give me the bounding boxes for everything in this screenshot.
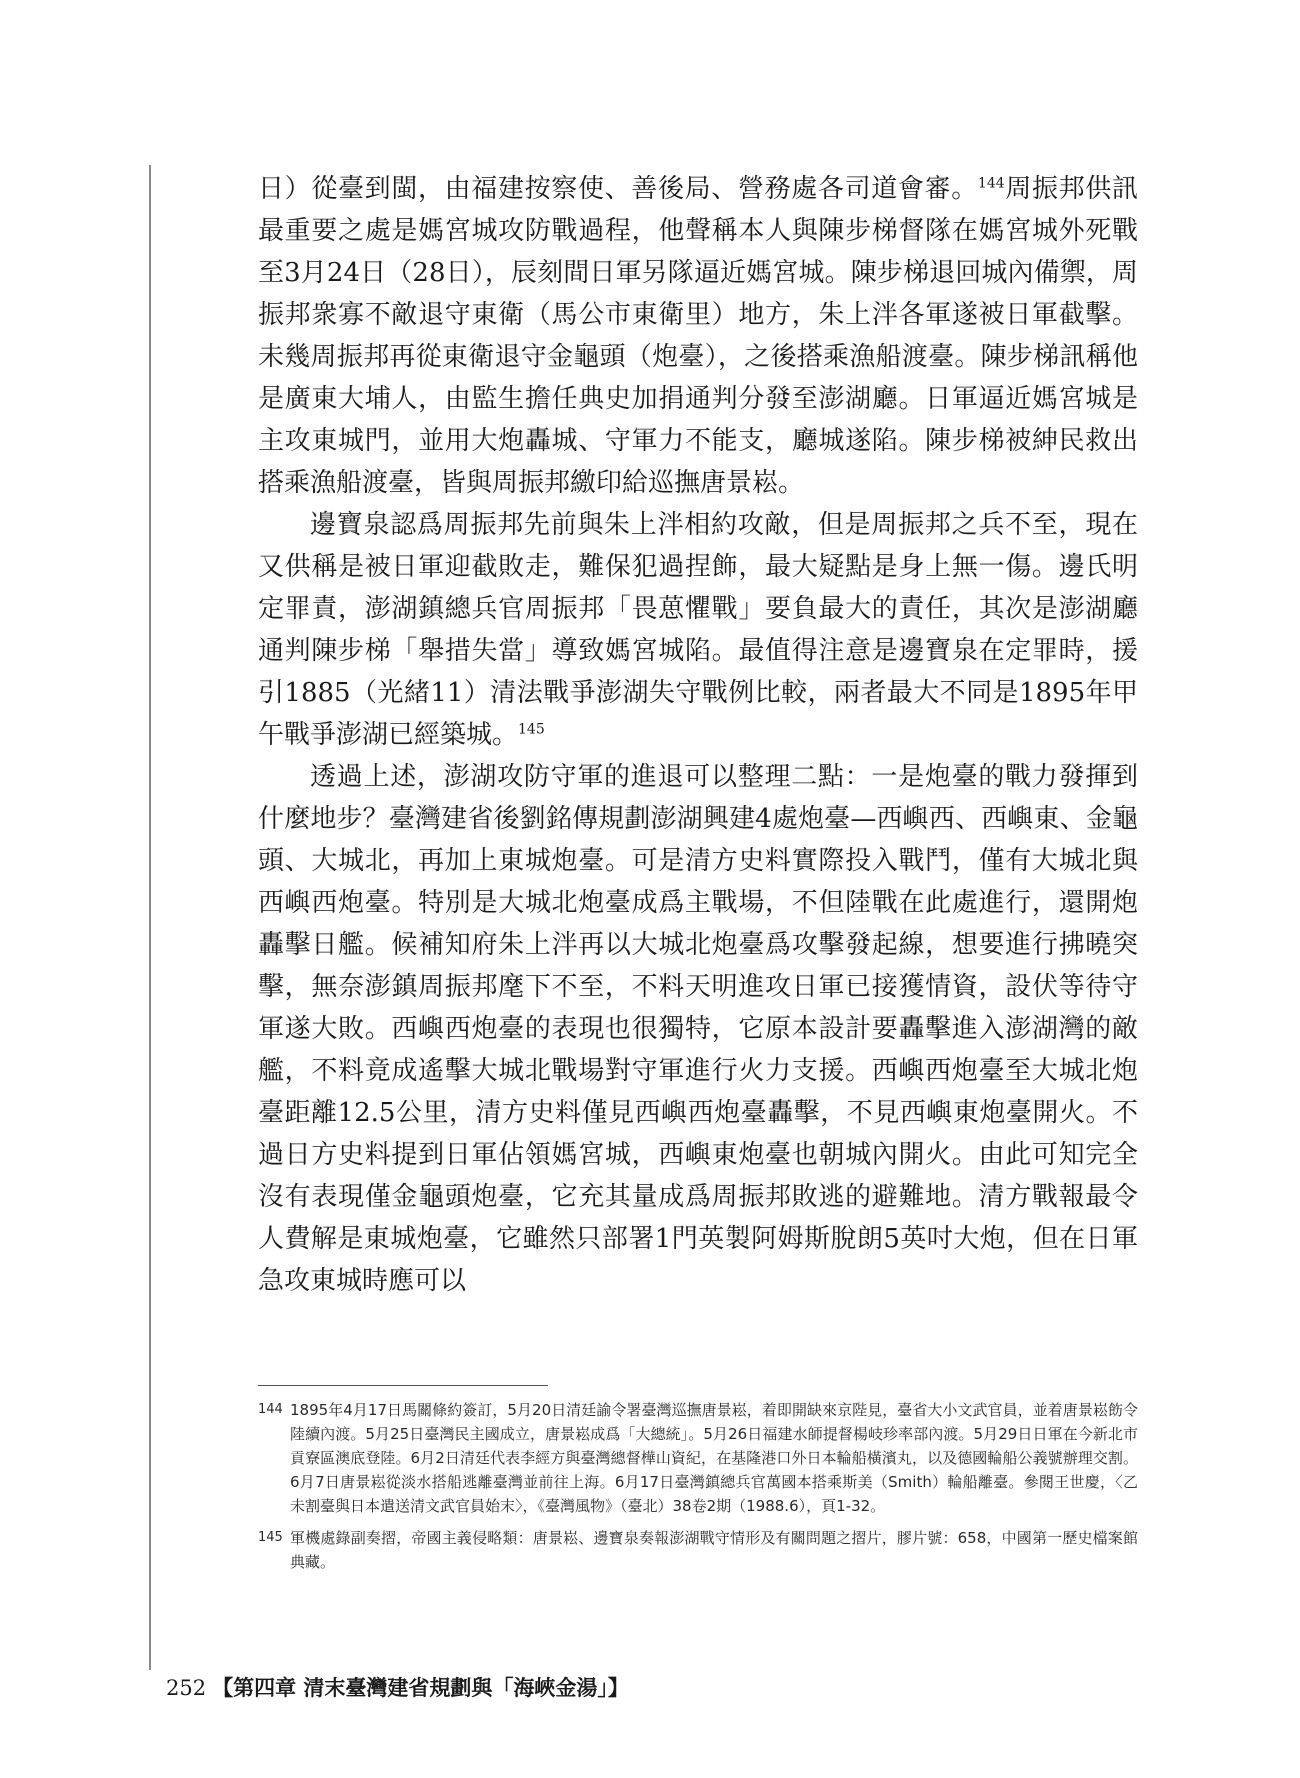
footnote-number: 145	[258, 1530, 283, 1545]
footnote-text: 1895年4月17日馬關條約簽訂，5月20日清廷諭令署臺灣巡撫唐景崧，着即開缺來京陛見，臺省大小文武官員，並着唐景崧飭令陸續內渡。5月25日臺灣民主國成立，唐景崧成爲「大總統」。5月26日福建水師提督楊岐珍率部內渡。5月29日日軍在今新北市貢寮區澳底登陸。6月2日清廷代表李經方與臺灣總督樺山資紀，在基隆港口外日本輪船橫濱丸，以及德國輪船公義號辦理交割。6月7日唐景崧從淡水搭船逃離臺灣並前往上海。6月17日臺灣鎮總兵官萬國本搭乘斯美（Smith）輪船離臺。參閱王世慶，〈乙未割臺與日本遣送清文武官員始末〉，《臺灣風物》（臺北）38卷2期（1988.6），頁1-32。	[290, 1401, 1138, 1515]
paragraph-text: 邊寶泉認爲周振邦先前與朱上泮相約攻敵，但是周振邦之兵不至，現在又供稱是被日軍迎截敗走，難保犯過捏飾，最大疑點是身上無一傷。邊氏明定罪責，澎湖鎮總兵官周振邦「畏葸懼戰」要負最大的責任，其次是澎湖廳通判陳步梯「舉措失當」導致媽宮城陷。最值得注意是邊寶泉在定罪時，援引1885（光緒11）清法戰爭澎湖失守戰例比較，兩者最大不同是1895年甲午戰爭澎湖已經築城。	[258, 510, 1138, 750]
running-footer	[166, 1672, 629, 1702]
margin-rule	[149, 165, 151, 1670]
paragraph-text: 日）從臺到閩，由福建按察使、善後局、營務處各司道會審。	[258, 174, 978, 204]
paragraph-2	[258, 504, 1138, 756]
footnote-144	[258, 1398, 1138, 1518]
body-text	[258, 168, 1138, 1302]
chapter-title: 【第四章 清末臺灣建省規劃與「海峽金湯」】	[212, 1675, 629, 1700]
footnote-number: 144	[258, 1402, 283, 1417]
footnotes	[258, 1398, 1138, 1582]
footnote-ref-144[interactable]: 144	[977, 175, 1005, 192]
footnote-divider	[258, 1385, 548, 1386]
footnote-145	[258, 1526, 1138, 1574]
footnote-text: 軍機處錄副奏摺，帝國主義侵略類：唐景崧、邊寶泉奏報澎湖戰守情形及有關問題之摺片，膠片號：658，中國第一歷史檔案館典藏。	[290, 1529, 1138, 1571]
paragraph-text: 周振邦供訊最重要之處是媽宮城攻防戰過程，他聲稱本人與陳步梯督隊在媽宮城外死戰至3月24日（28日），辰刻間日軍另隊逼近媽宮城。陳步梯退回城內備禦，周振邦衆寡不敵退守東衛（馬公市東衛里）地方，朱上泮各軍遂被日軍截擊。未幾周振邦再從東衛退守金龜頭（炮臺），之後搭乘漁船渡臺。陳步梯訊稱他是廣東大埔人，由監生擔任典史加捐通判分發至澎湖廳。日軍逼近媽宮城是主攻東城門，並用大炮轟城、守軍力不能支，廳城遂陷。陳步梯被紳民救出搭乘漁船渡臺，皆與周振邦繳印給巡撫唐景崧。	[258, 174, 1138, 498]
page-number: 252	[166, 1676, 207, 1700]
footnote-ref-145[interactable]: 145	[518, 721, 545, 738]
paragraph-3	[258, 756, 1138, 1302]
paragraph-text: 透過上述，澎湖攻防守軍的進退可以整理二點：一是炮臺的戰力發揮到什麼地步？臺灣建省後劉銘傳規劃澎湖興建4處炮臺—西嶼西、西嶼東、金龜頭、大城北，再加上東城炮臺。可是清方史料實際投入戰鬥，僅有大城北與西嶼西炮臺。特別是大城北炮臺成爲主戰場，不但陸戰在此處進行，還開炮轟擊日艦。候補知府朱上泮再以大城北炮臺爲攻擊發起線，想要進行拂曉突擊，無奈澎鎮周振邦麾下不至，不料天明進攻日軍已接獲情資，設伏等待守軍遂大敗。西嶼西炮臺的表現也很獨特，它原本設計要轟擊進入澎湖灣的敵艦，不料竟成遙擊大城北戰場對守軍進行火力支援。西嶼西炮臺至大城北炮臺距離12.5公里，清方史料僅見西嶼西炮臺轟擊，不見西嶼東炮臺開火。不過日方史料提到日軍佔領媽宮城，西嶼東炮臺也朝城內開火。由此可知完全沒有表現僅金龜頭炮臺，它充其量成爲周振邦敗逃的避難地。清方戰報最令人費解是東城炮臺，它雖然只部署1門英製阿姆斯脫朗5英吋大炮，但在日軍急攻東城時應可以	[258, 762, 1138, 1296]
paragraph-1	[258, 168, 1138, 504]
